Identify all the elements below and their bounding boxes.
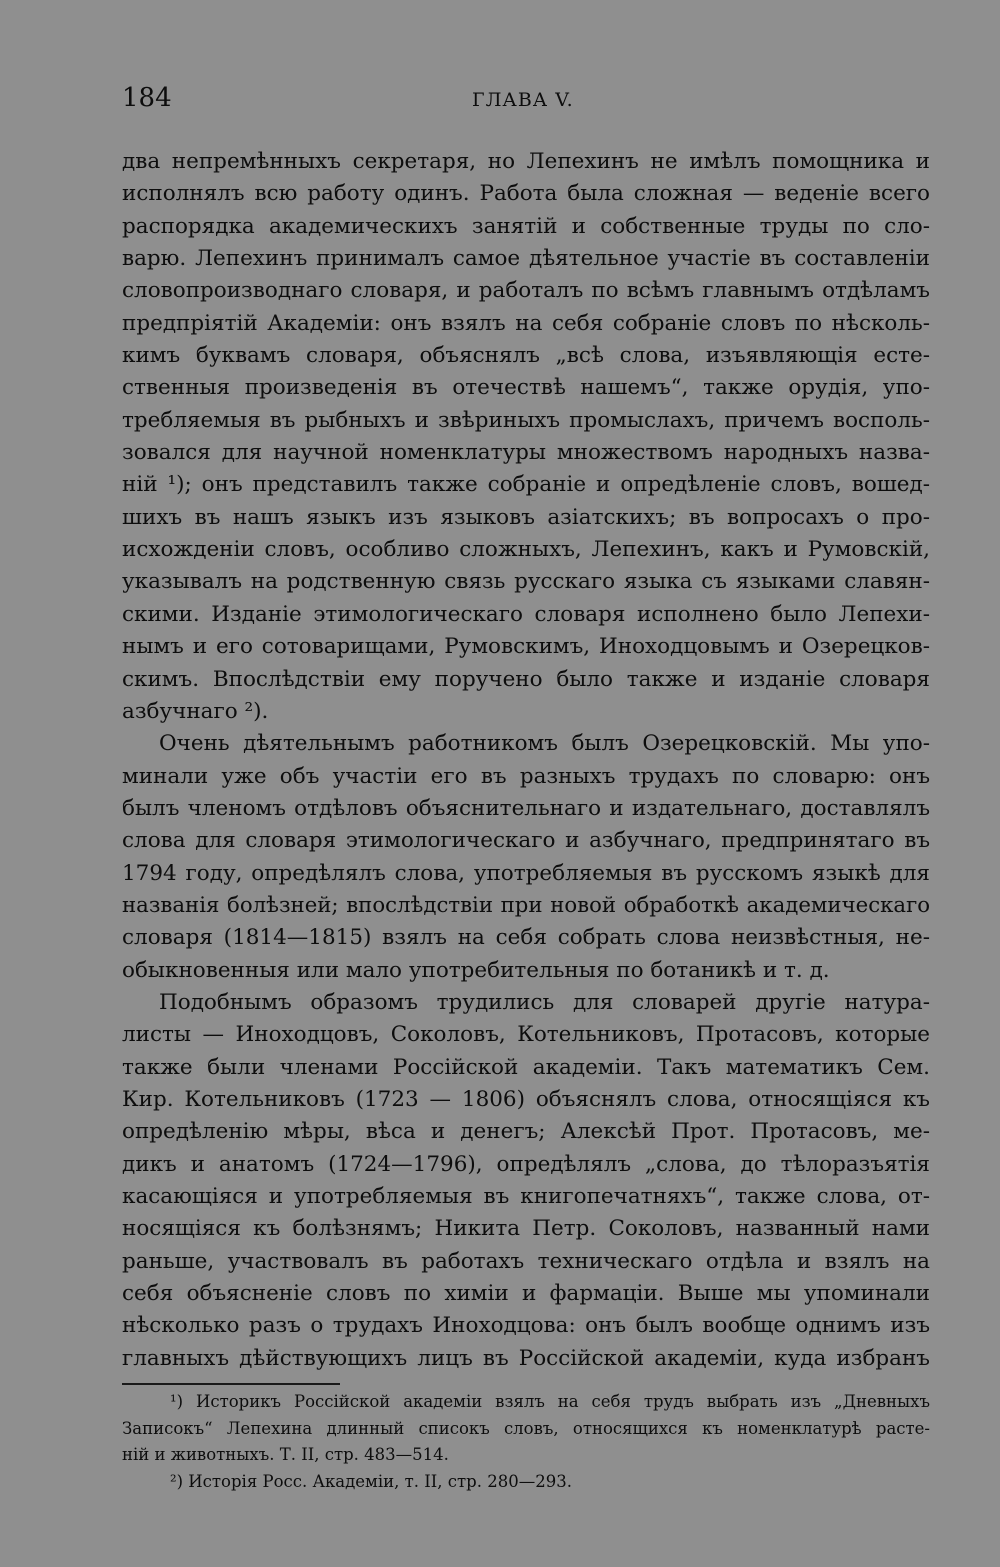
text-line: словаря (1814—1815) взялъ на себя собрать слова неизвѣстныя, не- <box>122 925 930 951</box>
text-line: нымъ и его сотоварищами, Румовскимъ, Иноходцовымъ и Озерецков- <box>122 634 930 660</box>
text-line: опредѣленію мѣры, вѣса и денегъ; Алексѣй Прот. Протасовъ, ме- <box>122 1119 930 1145</box>
text-line: Кир. Котельниковъ (1723 — 1806) объяснялъ слова, относящіяся къ <box>122 1086 930 1112</box>
text-line: Очень дѣятельнымъ работникомъ былъ Озерецковскій. Мы упо- <box>159 731 930 757</box>
footnote-line: ній и животныхъ. Т. II, стр. 483—514. <box>122 1445 449 1464</box>
text-line: скимъ. Впослѣдствіи ему поручено было также и изданіе словаря <box>122 666 930 692</box>
text-line: себя объясненіе словъ по химіи и фармаціи. Выше мы упоминали <box>122 1281 930 1307</box>
text-line: ственныя произведенія въ отечествѣ нашемъ“, также орудія, упо- <box>122 375 930 401</box>
text-line: скими. Изданіе этимологическаго словаря исполнено было Лепехи- <box>122 601 930 627</box>
text-line: минали уже объ участіи его въ разныхъ трудахъ по словарю: онъ <box>122 763 930 789</box>
text-line: словопроизводнаго словаря, и работалъ по всѣмъ главнымъ отдѣламъ <box>122 278 930 304</box>
text-line: касающіяся и употребляемыя въ книгопечатняхъ“, также слова, от- <box>122 1184 930 1209</box>
text-line: два непремѣнныхъ секретаря, но Лепехинъ не имѣлъ помощника и <box>122 149 930 174</box>
text-line: распорядка академическихъ занятій и собственные труды по сло- <box>122 213 930 239</box>
text-line: листы — Иноходцовъ, Соколовъ, Котельниковъ, Протасовъ, которые <box>122 1022 930 1048</box>
text-line: азбучнаго ²). <box>122 698 269 724</box>
footnote-line: ²) Исторія Росс. Академіи, т. II, стр. 280—293. <box>170 1471 572 1491</box>
text-line: варю. Лепехинъ принималъ самое дѣятельное участіе въ составленіи <box>122 246 930 272</box>
text-line: нѣсколько разъ о трудахъ Иноходцова: онъ былъ вообще однимъ изъ <box>122 1313 930 1339</box>
text-line: носящіяся къ болѣзнямъ; Никита Петр. Соколовъ, названный нами <box>122 1216 930 1242</box>
page-number: 184 <box>122 83 172 113</box>
text-line: кимъ буквамъ словаря, объяснялъ „всѣ слова, изъявляющія есте- <box>122 343 930 369</box>
text-line: шихъ въ нашъ языкъ изъ языковъ азіатскихъ; въ вопросахъ о про- <box>122 504 930 530</box>
text-line: также были членами Россійской академіи. Такъ математикъ Сем. <box>122 1054 930 1080</box>
text-line: предпріятій Академіи: онъ взялъ на себя собраніе словъ по нѣсколь- <box>122 310 930 336</box>
footnote-line: ¹) Историкъ Россійской академіи взялъ на себя трудъ выбрать изъ „Дневныхъ <box>170 1392 930 1411</box>
text-line: главныхъ дѣйствующихъ лицъ въ Россійской академіи, куда избранъ <box>122 1345 930 1371</box>
text-line: ній ¹); онъ представилъ также собраніе и опредѣленіе словъ, вошед- <box>122 472 930 498</box>
text-line: раньше, участвовалъ въ работахъ техническаго отдѣла и взялъ на <box>122 1248 930 1274</box>
text-line: названія болѣзней; впослѣдствіи при новой обработкѣ академическаго <box>122 892 930 918</box>
footnotes <box>122 1389 930 1495</box>
text-line: былъ членомъ отдѣловъ объяснительнаго и издательнаго, доставлялъ <box>122 795 930 821</box>
body-text <box>122 146 930 1375</box>
footnote-line: Записокъ“ Лепехина длинный списокъ словъ, относящихся къ номенклатурѣ расте- <box>122 1418 930 1438</box>
text-line: исхожденіи словъ, особливо сложныхъ, Лепехинъ, какъ и Румовскій, <box>122 537 930 563</box>
text-line: указывалъ на родственную связь русскаго языка съ языками славян- <box>122 569 930 595</box>
text-line: дикъ и анатомъ (1724—1796), опредѣлялъ „слова, до тѣлоразъятія <box>122 1151 930 1177</box>
footnote-divider <box>122 1383 340 1385</box>
text-line: слова для словаря этимологическаго и азбучнаго, предпринятаго въ <box>122 828 930 854</box>
text-line: требляемыя въ рыбныхъ и звѣриныхъ промыслахъ, причемъ восполь- <box>122 407 930 433</box>
text-line: Подобнымъ образомъ трудились для словарей другіе натура- <box>159 989 930 1015</box>
text-line: обыкновенныя или мало употребительныя по ботаникѣ и т. д. <box>122 957 830 983</box>
text-line: исполнялъ всю работу одинъ. Работа была сложная — веденіе всего <box>122 181 930 207</box>
running-head: ГЛАВА V. <box>472 89 574 111</box>
text-line: зовался для научной номенклатуры множествомъ народныхъ назва- <box>122 440 930 466</box>
text-line: 1794 году, опредѣлялъ слова, употребляемыя въ русскомъ языкѣ для <box>122 860 930 886</box>
page-header <box>122 80 930 116</box>
